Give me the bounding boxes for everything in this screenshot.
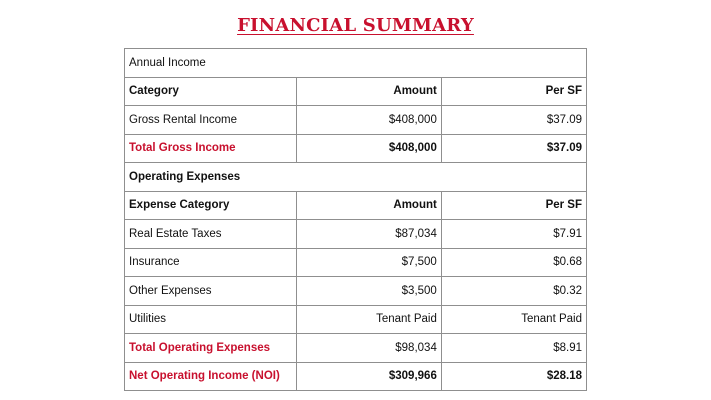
cell-category: Other Expenses [125, 277, 297, 306]
cell-category: Gross Rental Income [125, 106, 297, 135]
total-per-sf: $8.91 [441, 334, 586, 363]
column-header-amount: Amount [296, 77, 441, 106]
cell-amount: Tenant Paid [296, 305, 441, 334]
noi-label: Net Operating Income (NOI) [125, 362, 297, 391]
cell-amount: $3,500 [296, 277, 441, 306]
cell-category: Utilities [125, 305, 297, 334]
page-title: FINANCIAL SUMMARY [237, 15, 474, 36]
section-row-annual-income [125, 49, 587, 78]
section-label: Operating Expenses [125, 163, 587, 192]
table-row [125, 305, 587, 334]
table-row [125, 277, 587, 306]
column-header-amount: Amount [296, 191, 441, 220]
table-row [125, 248, 587, 277]
cell-amount: $7,500 [296, 248, 441, 277]
cell-category: Insurance [125, 248, 297, 277]
cell-category: Real Estate Taxes [125, 220, 297, 249]
total-row-gross-income [125, 134, 587, 163]
header-row-income [125, 77, 587, 106]
section-row-operating-expenses [125, 163, 587, 192]
noi-per-sf: $28.18 [441, 362, 586, 391]
cell-per-sf: Tenant Paid [441, 305, 586, 334]
cell-amount: $408,000 [296, 106, 441, 135]
column-header-per-sf: Per SF [441, 77, 586, 106]
column-header-expense-category: Expense Category [125, 191, 297, 220]
total-amount: $98,034 [296, 334, 441, 363]
table-row [125, 220, 587, 249]
total-amount: $408,000 [296, 134, 441, 163]
column-header-per-sf: Per SF [441, 191, 586, 220]
table-row [125, 106, 587, 135]
cell-per-sf: $7.91 [441, 220, 586, 249]
total-row-noi [125, 362, 587, 391]
cell-per-sf: $0.68 [441, 248, 586, 277]
total-label: Total Operating Expenses [125, 334, 297, 363]
cell-per-sf: $0.32 [441, 277, 586, 306]
total-row-operating-expenses [125, 334, 587, 363]
total-per-sf: $37.09 [441, 134, 586, 163]
header-row-expenses [125, 191, 587, 220]
section-label: Annual Income [125, 49, 587, 78]
column-header-category: Category [125, 77, 297, 106]
total-label: Total Gross Income [125, 134, 297, 163]
financial-summary-table [124, 48, 587, 391]
noi-amount: $309,966 [296, 362, 441, 391]
cell-per-sf: $37.09 [441, 106, 586, 135]
cell-amount: $87,034 [296, 220, 441, 249]
